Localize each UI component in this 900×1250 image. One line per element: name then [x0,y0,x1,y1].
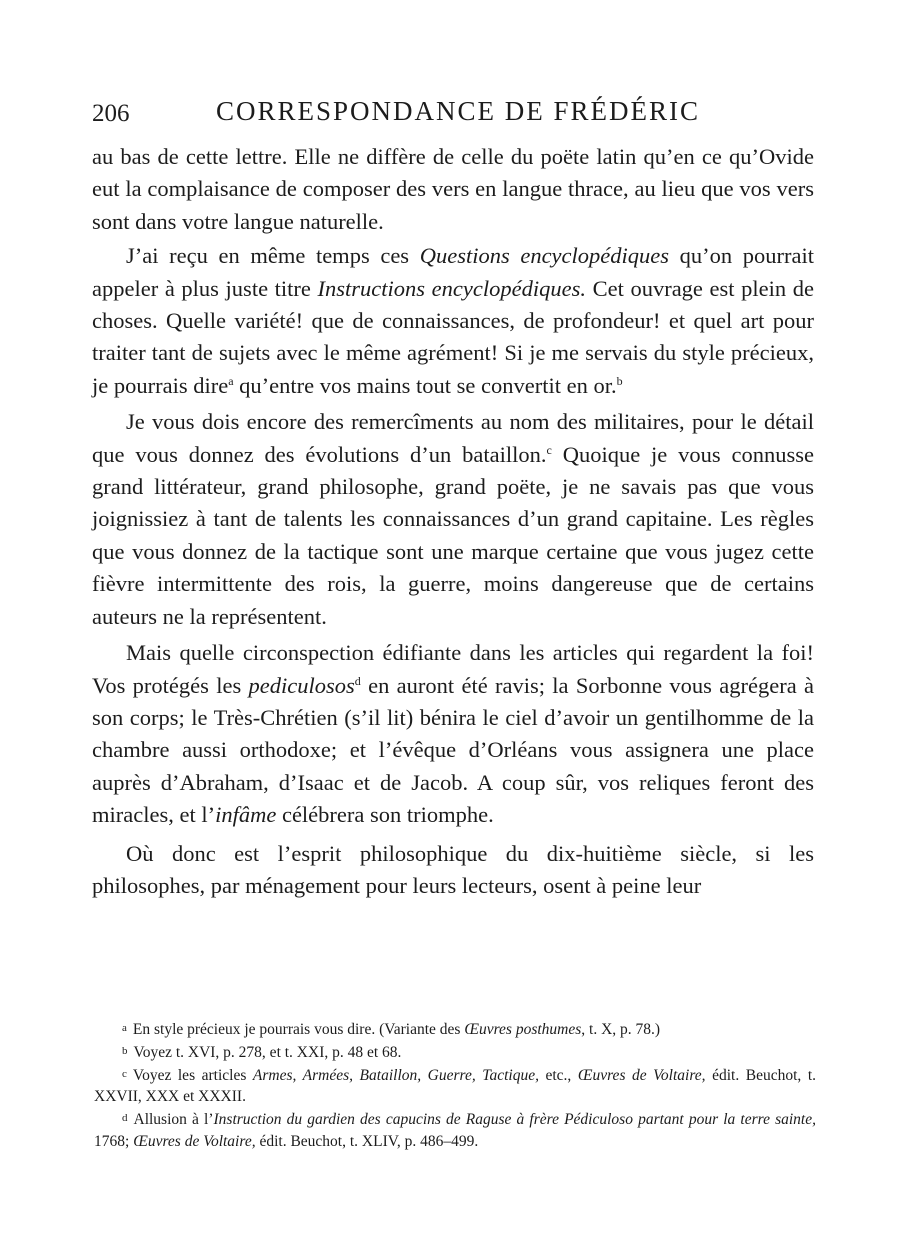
paragraph-4 [92,637,814,831]
footnote-ref: b [616,373,623,388]
text-run: , t. X, p. 78.) [581,1021,661,1038]
footnote-mark: b [122,1044,128,1057]
text-run: édit. Beuchot, t. XLIV, p. 486–499. [255,1132,479,1150]
text-run: édit. Beuchot, t. XXVII, XXX et XXXII. [94,1066,816,1106]
footnote-ref: d [354,673,361,688]
text-run: 1768; [94,1132,134,1150]
italic-title: Instruction du gardien des capucins de Raguse à frère Pédiculoso partant pour la terre sainte, [213,1111,816,1129]
italic-title: Armes, Armées, Bataillon, Guerre, Tactique, [252,1066,539,1084]
text-run: etc., [538,1066,578,1084]
footnote-d [94,1108,816,1153]
text-run: qu’entre vos mains tout se convertit en or. [233,372,617,398]
paragraph-2 [92,240,814,402]
paragraph-3 [92,406,814,633]
text-run: Allusion à l’ [133,1111,214,1129]
text-run: Mais quelle circonspection édifiante dans les articles qui regardent la foi! Vos protégés les [92,640,814,698]
text-run: Quoique je vous connusse grand littérateur, grand philosophe, grand poëte, je ne savais pas que vous joignissiez à tant de talents les connaissances d’un grand capitaine. Les règles que vous donnez de la tactique sont une marque certaine que vous jugez cette fièvre intermittente des rois, la guerre, moins dangereuse que de certains auteurs ne la représentent. [92,441,815,629]
paragraph-5 [92,838,814,903]
footnote-ref: c [546,442,552,457]
text-run: J’ai reçu en même temps ces [126,243,420,269]
running-head: CORRESPONDANCE DE FRÉDÉRIC [216,96,701,126]
italic-title: Œuvres de Voltaire, [577,1066,706,1084]
page-header [92,96,814,136]
text-run: Cet ouvrage est plein de choses. Quelle variété! que de connaissances, de profondeur! et quel art pour traiter tant de sujets avec le même agrément! Si je me servais du style précieux, je pourrais dire [92,275,814,398]
footnote-ref: a [228,373,234,388]
italic-title: Instructions encyclopédiques. [317,275,586,301]
text-run: en auront été ravis; la Sorbonne vous agrégera à son corps; le Très-Chrétien (s’il lit) bénira le ciel d’avoir un gentilhomme de la chambre aussi orthodoxe; et l’évêque d’Orléans vous assignera une place auprès d’Abraham, d’Isaac et de Jacob. A coup sûr, vos reliques feront des miracles, et l’ [92,672,814,828]
text-run: Voyez les articles [132,1066,253,1084]
text-run: En style précieux je pourrais vous dire. (Variante des [132,1021,465,1038]
italic-word: infâme [215,802,277,828]
paragraph-1 [92,141,814,238]
text-run: Je vous dois encore des remercîments au nom des militaires, pour le détail que vous donnez des évolutions d’un bataillon. [92,409,814,467]
footnote-mark: a [122,1022,127,1034]
footnote-mark: d [122,1112,128,1125]
italic-title: Œuvres posthumes [464,1021,582,1038]
footnote-c [94,1064,816,1109]
text-run: qu’on pourrait appeler à plus juste titre [92,243,815,301]
footnote-a [94,1018,816,1041]
page-number: 206 [92,100,130,127]
italic-title: Œuvres de Voltaire, [133,1132,256,1150]
text-run: Voyez t. XVI, p. 278, et t. XXI, p. 48 et 68. [133,1043,402,1061]
text-run: célébrera son triomphe. [276,802,494,828]
italic-word: pediculosos [248,672,355,698]
footnotes [94,1018,816,1153]
italic-title: Questions encyclopédiques [419,243,670,269]
footnote-b [94,1041,816,1064]
paragraph-text: Où donc est l’esprit philosophique du dix-huitième siècle, si les philosophes, par ménagement pour leurs lecteurs, osent à peine leur [92,840,814,898]
body-text [92,141,814,904]
paragraph-text: au bas de cette lettre. Elle ne diffère de celle du poëte latin qu’en ce qu’Ovide eut la complaisance de composer des vers en langue thrace, au lieu que vos vers sont dans votre langue naturelle. [92,144,814,234]
footnote-mark: c [122,1067,127,1080]
